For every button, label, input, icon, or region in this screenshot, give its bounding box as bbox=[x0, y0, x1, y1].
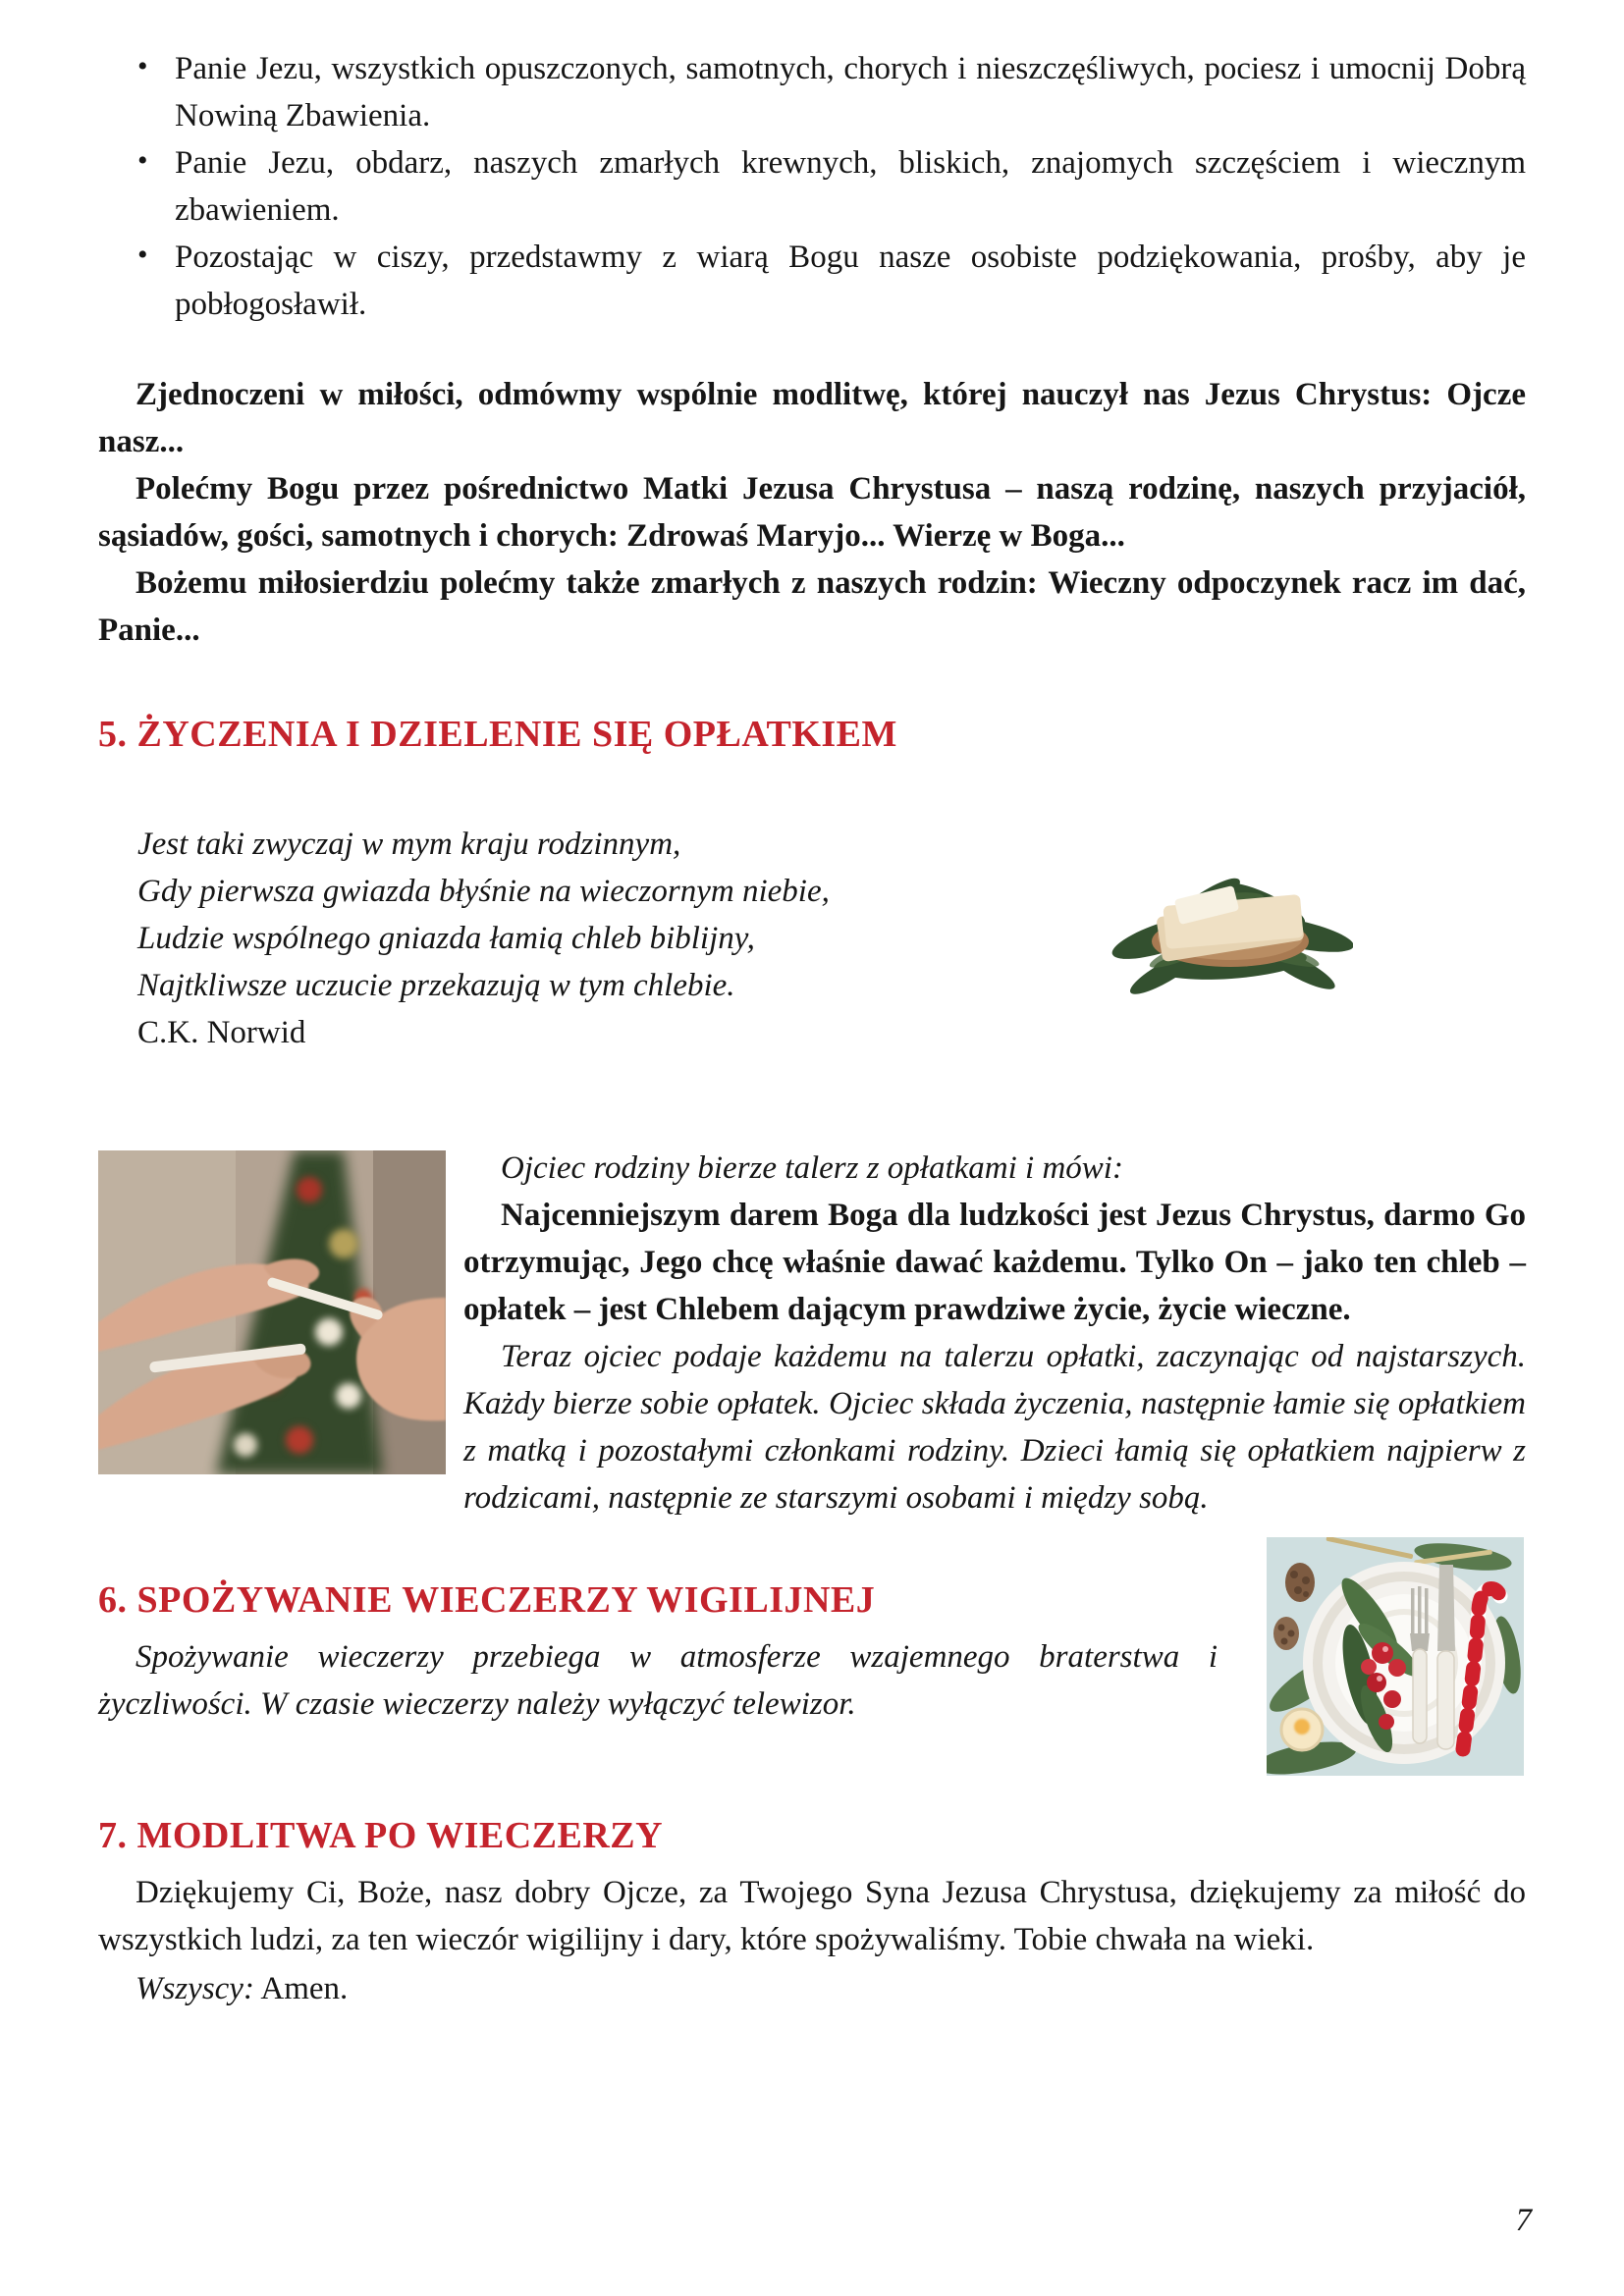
page-number: 7 bbox=[1515, 2203, 1532, 2238]
response-text: Amen. bbox=[260, 1971, 349, 2006]
poem-author: C.K. Norwid bbox=[137, 1015, 306, 1050]
response-speaker: Wszyscy: bbox=[135, 1971, 254, 2006]
prayer-paragraph: Zjednoczeni w miłości, odmówmy wspólnie modlitwę, której nauczył nas Jezus Chrystus: Ojcze nasz... bbox=[98, 377, 1526, 459]
section-6-body: Spożywanie wieczerzy przebiega w atmosferze wzajemnego braterstwa i życzliwości. W czasie wieczerzy należy wyłączyć telewizor. bbox=[98, 1639, 1218, 1722]
prayer-paragraph: Polećmy Bogu przez pośrednictwo Matki Jezusa Chrystusa – naszą rodzinę, naszych przyjaciół, sąsiadów, gości, samotnych i chorych: Zdrowaś Maryjo... Wierzę w Boga... bbox=[98, 471, 1526, 554]
list-item bbox=[98, 234, 1526, 328]
candle bbox=[1281, 1709, 1323, 1750]
poem-line: Najtkliwsze uczucie przekazują w tym chlebie. bbox=[137, 968, 735, 1003]
bullet-icon: • bbox=[137, 239, 148, 271]
poem-line: Jest taki zwyczaj w mym kraju rodzinnym, bbox=[137, 827, 681, 862]
section-heading-6: 6. SPOŻYWANIE WIECZERZY WIGILIJNEJ bbox=[98, 1579, 876, 1621]
poem bbox=[137, 821, 830, 1056]
list-item-text: Panie Jezu, obdarz, naszych zmarłych krewnych, bliskich, znajomych szczęściem i wiecznym zbawieniem. bbox=[175, 145, 1526, 228]
section-6 bbox=[98, 1576, 1526, 1728]
bullet-list bbox=[98, 45, 1526, 328]
section-heading-7: 7. MODLITWA PO WIECZERZY bbox=[98, 1815, 664, 1856]
list-item-text: Pozostając w ciszy, przedstawmy z wiarą Bogu nasze osobiste podziękowania, prośby, aby je pobłogosławił. bbox=[175, 240, 1526, 322]
list-item-text: Panie Jezu, wszystkich opuszczonych, samotnych, chorych i nieszczęśliwych, pociesz i umocnij Dobrą Nowiną Zbawienia. bbox=[175, 51, 1526, 133]
oplatek-plate-photo bbox=[1108, 863, 1353, 1014]
section-7-body: Dziękujemy Ci, Boże, nasz dobry Ojcze, za Twojego Syna Jezusa Chrystusa, dziękujemy za miłość do wszystkich ludzi, za ten wieczór wigilijny i dary, które spożywaliśmy. Tobie chwała na wieki. bbox=[98, 1875, 1526, 1957]
poem-line: Ludzie wspólnego gniazda łamią chleb biblijny, bbox=[137, 921, 755, 956]
father-blessing: Najcenniejszym darem Boga dla ludzkości jest Jezus Chrystus, darmo Go otrzymując, Jego chcę właśnie dawać każdemu. Tylko On – jako ten chleb – opłatek – jest Chlebem dającym prawdziwe życie, życie wieczne. bbox=[463, 1198, 1526, 1327]
poem-block bbox=[98, 821, 1526, 1056]
list-item bbox=[98, 139, 1526, 234]
section-heading-5: 5. ŻYCZENIA I DZIELENIE SIĘ OPŁATKIEM bbox=[98, 714, 897, 755]
bullet-icon: • bbox=[137, 50, 148, 82]
prayer-paragraph: Bożemu miłosierdziu polećmy także zmarłych z naszych rodzin: Wieczny odpoczynek racz im dać, Panie... bbox=[98, 565, 1526, 648]
sharing-section bbox=[98, 1145, 1526, 1522]
poem-line: Gdy pierwsza gwiazda błyśnie na wieczornym niebie, bbox=[137, 874, 830, 909]
christmas-table-photo bbox=[1267, 1537, 1524, 1776]
bullet-icon: • bbox=[137, 144, 148, 177]
list-item bbox=[98, 45, 1526, 139]
sharing-intro: Ojciec rodziny bierze talerz z opłatkami i mówi: bbox=[501, 1150, 1123, 1186]
response-line bbox=[98, 1965, 1526, 2012]
oplatek-sharing-photo bbox=[98, 1150, 446, 1474]
sharing-narration: Teraz ojciec podaje każdemu na talerzu opłatki, zaczynając od najstarszych. Każdy bierze sobie opłatek. Ojciec składa życzenia, następnie łamie się opłatkiem z matką i pozostałymi członkami rodziny. Dzieci łamią się opłatkiem najpierw z rodzicami, następnie ze starszymi osobami i między sobą. bbox=[463, 1339, 1526, 1516]
